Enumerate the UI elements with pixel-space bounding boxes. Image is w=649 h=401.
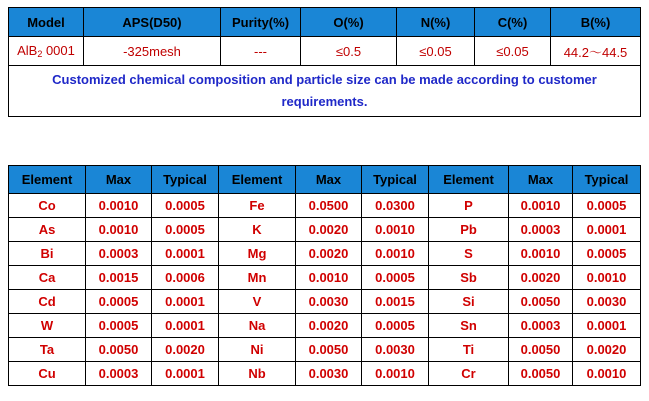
impurity-element-cell: K xyxy=(219,218,296,242)
impurity-element-cell: P xyxy=(429,194,509,218)
impurity-element-cell: S xyxy=(429,242,509,266)
impurity-max-cell: 0.0015 xyxy=(86,266,152,290)
spec-aps-value: -325mesh xyxy=(84,37,221,66)
impurity-header-max: Max xyxy=(86,166,152,194)
impurity-max-cell: 0.0050 xyxy=(509,362,573,386)
impurity-typical-cell: 0.0020 xyxy=(152,338,219,362)
impurity-typical-cell: 0.0030 xyxy=(573,290,641,314)
impurity-typical-cell: 0.0005 xyxy=(362,314,429,338)
impurity-max-cell: 0.0005 xyxy=(86,290,152,314)
spec-note-row xyxy=(9,66,641,117)
impurity-typical-cell: 0.0001 xyxy=(573,314,641,338)
spec-header-boron: B(%) xyxy=(551,8,641,37)
impurity-header-max: Max xyxy=(296,166,362,194)
impurity-element-cell: Fe xyxy=(219,194,296,218)
impurity-element-cell: Co xyxy=(9,194,86,218)
impurity-max-cell: 0.0020 xyxy=(296,218,362,242)
impurity-body xyxy=(9,194,641,386)
impurity-max-cell: 0.0030 xyxy=(296,290,362,314)
impurity-max-cell: 0.0500 xyxy=(296,194,362,218)
impurity-typical-cell: 0.0001 xyxy=(152,242,219,266)
impurity-table xyxy=(8,165,641,386)
table-row xyxy=(9,314,641,338)
impurity-element-cell: Ca xyxy=(9,266,86,290)
impurity-typical-cell: 0.0010 xyxy=(573,362,641,386)
impurity-typical-cell: 0.0010 xyxy=(362,242,429,266)
impurity-max-cell: 0.0010 xyxy=(86,218,152,242)
spec-header-nitrogen: N(%) xyxy=(397,8,475,37)
model-suffix: 0001 xyxy=(42,43,75,58)
impurity-max-cell: 0.0003 xyxy=(509,218,573,242)
impurity-element-cell: Mg xyxy=(219,242,296,266)
impurity-header-typical: Typical xyxy=(362,166,429,194)
spec-value-row xyxy=(9,37,641,66)
impurity-max-cell: 0.0050 xyxy=(509,338,573,362)
impurity-element-cell: Sn xyxy=(429,314,509,338)
impurity-element-cell: Cu xyxy=(9,362,86,386)
impurity-element-cell: Cr xyxy=(429,362,509,386)
spec-boron-value: 44.2～44.5 xyxy=(551,37,641,66)
impurity-element-cell: W xyxy=(9,314,86,338)
impurity-max-cell: 0.0003 xyxy=(86,242,152,266)
impurity-max-cell: 0.0003 xyxy=(86,362,152,386)
impurity-max-cell: 0.0005 xyxy=(86,314,152,338)
table-row xyxy=(9,362,641,386)
impurity-typical-cell: 0.0020 xyxy=(573,338,641,362)
spec-carbon-value: ≤0.05 xyxy=(475,37,551,66)
impurity-typical-cell: 0.0005 xyxy=(152,194,219,218)
impurity-max-cell: 0.0003 xyxy=(509,314,573,338)
impurity-element-cell: Bi xyxy=(9,242,86,266)
impurity-typical-cell: 0.0005 xyxy=(573,242,641,266)
impurity-header-row xyxy=(9,166,641,194)
impurity-max-cell: 0.0050 xyxy=(296,338,362,362)
impurity-typical-cell: 0.0030 xyxy=(362,338,429,362)
impurity-max-cell: 0.0030 xyxy=(296,362,362,386)
table-row xyxy=(9,266,641,290)
impurity-header-element: Element xyxy=(219,166,296,194)
impurity-element-cell: Nb xyxy=(219,362,296,386)
impurity-typical-cell: 0.0001 xyxy=(152,314,219,338)
impurity-max-cell: 0.0010 xyxy=(296,266,362,290)
spec-header-oxygen: O(%) xyxy=(301,8,397,37)
impurity-max-cell: 0.0010 xyxy=(509,194,573,218)
spec-purity-value: --- xyxy=(221,37,301,66)
impurity-typical-cell: 0.0005 xyxy=(362,266,429,290)
impurity-element-cell: Ta xyxy=(9,338,86,362)
impurity-typical-cell: 0.0001 xyxy=(573,218,641,242)
table-row xyxy=(9,242,641,266)
spec-header-carbon: C(%) xyxy=(475,8,551,37)
model-prefix: AlB xyxy=(17,43,38,58)
impurity-element-cell: Si xyxy=(429,290,509,314)
impurity-max-cell: 0.0050 xyxy=(86,338,152,362)
impurity-element-cell: Ni xyxy=(219,338,296,362)
impurity-max-cell: 0.0020 xyxy=(296,242,362,266)
impurity-header-element: Element xyxy=(9,166,86,194)
impurity-typical-cell: 0.0006 xyxy=(152,266,219,290)
model-subscript: 2 xyxy=(37,49,43,59)
impurity-typical-cell: 0.0005 xyxy=(573,194,641,218)
impurity-max-cell: 0.0050 xyxy=(509,290,573,314)
table-row xyxy=(9,194,641,218)
impurity-typical-cell: 0.0015 xyxy=(362,290,429,314)
impurity-element-cell: As xyxy=(9,218,86,242)
impurity-max-cell: 0.0010 xyxy=(509,242,573,266)
spec-table xyxy=(8,7,641,117)
impurity-header-typical: Typical xyxy=(573,166,641,194)
table-row xyxy=(9,338,641,362)
impurity-typical-cell: 0.0010 xyxy=(362,362,429,386)
impurity-max-cell: 0.0020 xyxy=(296,314,362,338)
impurity-typical-cell: 0.0010 xyxy=(573,266,641,290)
impurity-header-max: Max xyxy=(509,166,573,194)
spec-note: Customized chemical composition and particle size can be made according to customer requirements. xyxy=(9,66,641,117)
impurity-element-cell: Ti xyxy=(429,338,509,362)
impurity-element-cell: Mn xyxy=(219,266,296,290)
impurity-element-cell: V xyxy=(219,290,296,314)
impurity-typical-cell: 0.0001 xyxy=(152,290,219,314)
spec-header-purity: Purity(%) xyxy=(221,8,301,37)
spec-header-aps: APS(D50) xyxy=(84,8,221,37)
impurity-max-cell: 0.0010 xyxy=(86,194,152,218)
impurity-element-cell: Na xyxy=(219,314,296,338)
spec-oxygen-value: ≤0.5 xyxy=(301,37,397,66)
impurity-typical-cell: 0.0005 xyxy=(152,218,219,242)
spec-header-row xyxy=(9,8,641,37)
impurity-typical-cell: 0.0300 xyxy=(362,194,429,218)
spec-header-model: Model xyxy=(9,8,84,37)
table-row xyxy=(9,218,641,242)
impurity-typical-cell: 0.0010 xyxy=(362,218,429,242)
table-row xyxy=(9,290,641,314)
spec-nitrogen-value: ≤0.05 xyxy=(397,37,475,66)
impurity-element-cell: Sb xyxy=(429,266,509,290)
impurity-max-cell: 0.0020 xyxy=(509,266,573,290)
impurity-element-cell: Cd xyxy=(9,290,86,314)
impurity-header-element: Element xyxy=(429,166,509,194)
impurity-header-typical: Typical xyxy=(152,166,219,194)
impurity-element-cell: Pb xyxy=(429,218,509,242)
impurity-typical-cell: 0.0001 xyxy=(152,362,219,386)
spec-model-cell xyxy=(9,37,84,66)
